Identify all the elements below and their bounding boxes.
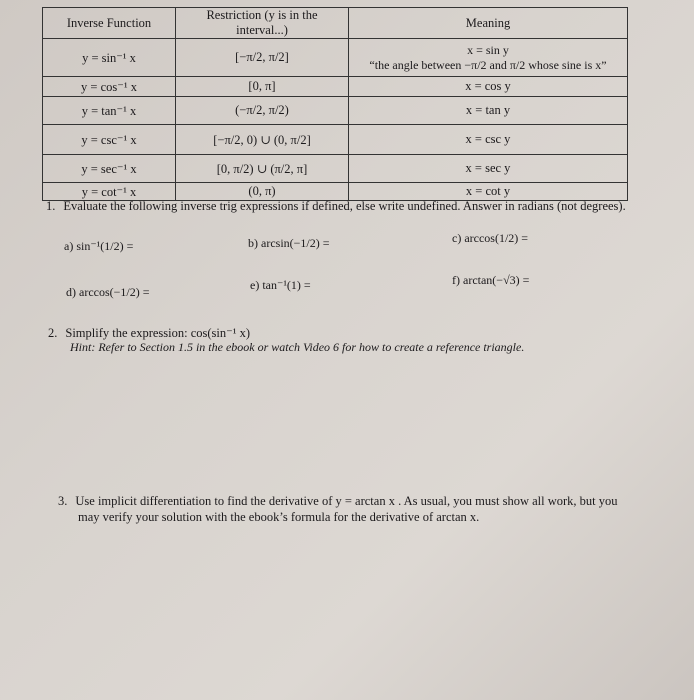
q1-part-d: d) arccos(−1/2) = xyxy=(66,285,150,299)
row-function: y = sin⁻¹ x xyxy=(43,39,176,77)
q1-part-e: e) tan⁻¹(1) = xyxy=(250,278,311,292)
question-2-text: Simplify the expression: cos(sin⁻¹ x) xyxy=(65,326,251,340)
row-function: y = cos⁻¹ x xyxy=(43,77,176,97)
question-1 xyxy=(46,199,626,214)
meaning-note: “the angle between −π/2 and π/2 whose sine is x” xyxy=(369,57,607,72)
header-inverse-function: Inverse Function xyxy=(43,8,176,39)
row-function: y = csc⁻¹ x xyxy=(43,125,176,155)
question-2-hint: Hint: Refer to Section 1.5 in the ebook or watch Video 6 for how to create a reference triangle. xyxy=(70,340,525,354)
row-restriction: (−π/2, π/2) xyxy=(176,97,349,125)
row-restriction: (0, π) xyxy=(176,183,349,201)
row-restriction: [−π/2, 0) ∪ (0, π/2] xyxy=(176,125,349,155)
table-row xyxy=(43,77,628,97)
row-meaning: x = cos y xyxy=(349,77,628,97)
meaning-equation: x = sin y xyxy=(467,42,509,57)
table-row xyxy=(43,39,628,77)
table-row xyxy=(43,97,628,125)
row-meaning xyxy=(349,39,628,77)
row-meaning: x = cot y xyxy=(349,183,628,201)
row-function: y = sec⁻¹ x xyxy=(43,155,176,183)
table-header-row xyxy=(43,8,628,39)
q1-part-f: f) arctan(−√3) = xyxy=(452,273,530,287)
question-3-number: 3. xyxy=(58,494,68,508)
row-meaning: x = sec y xyxy=(349,155,628,183)
q1-part-a: a) sin⁻¹(1/2) = xyxy=(64,239,134,253)
question-3-line1: Use implicit differentiation to find the derivative of y = arctan x . As usual, you must show all work, but you xyxy=(75,494,618,508)
question-2-number: 2. xyxy=(48,326,58,340)
question-1-number: 1. xyxy=(46,199,56,213)
header-restriction: Restriction (y is in the interval...) xyxy=(176,8,349,39)
row-meaning: x = tan y xyxy=(349,97,628,125)
inverse-trig-table xyxy=(42,7,628,201)
table-row xyxy=(43,183,628,201)
question-1-text: Evaluate the following inverse trig expressions if defined, else write undefined. Answer in radians (not degrees). xyxy=(63,199,626,213)
row-restriction: [0, π/2) ∪ (π/2, π] xyxy=(176,155,349,183)
q1-part-c: c) arccos(1/2) = xyxy=(452,231,529,245)
question-3 xyxy=(58,494,618,509)
row-restriction: [−π/2, π/2] xyxy=(176,39,349,77)
table-row xyxy=(43,125,628,155)
row-function: y = tan⁻¹ x xyxy=(43,97,176,125)
question-2 xyxy=(48,325,250,341)
row-function: y = cot⁻¹ x xyxy=(43,183,176,201)
q1-part-b: b) arcsin(−1/2) = xyxy=(248,236,330,250)
table-row xyxy=(43,155,628,183)
question-3-line2: may verify your solution with the ebook’s formula for the derivative of arctan x. xyxy=(78,510,480,524)
header-meaning: Meaning xyxy=(349,8,628,39)
row-restriction: [0, π] xyxy=(176,77,349,97)
row-meaning: x = csc y xyxy=(349,125,628,155)
